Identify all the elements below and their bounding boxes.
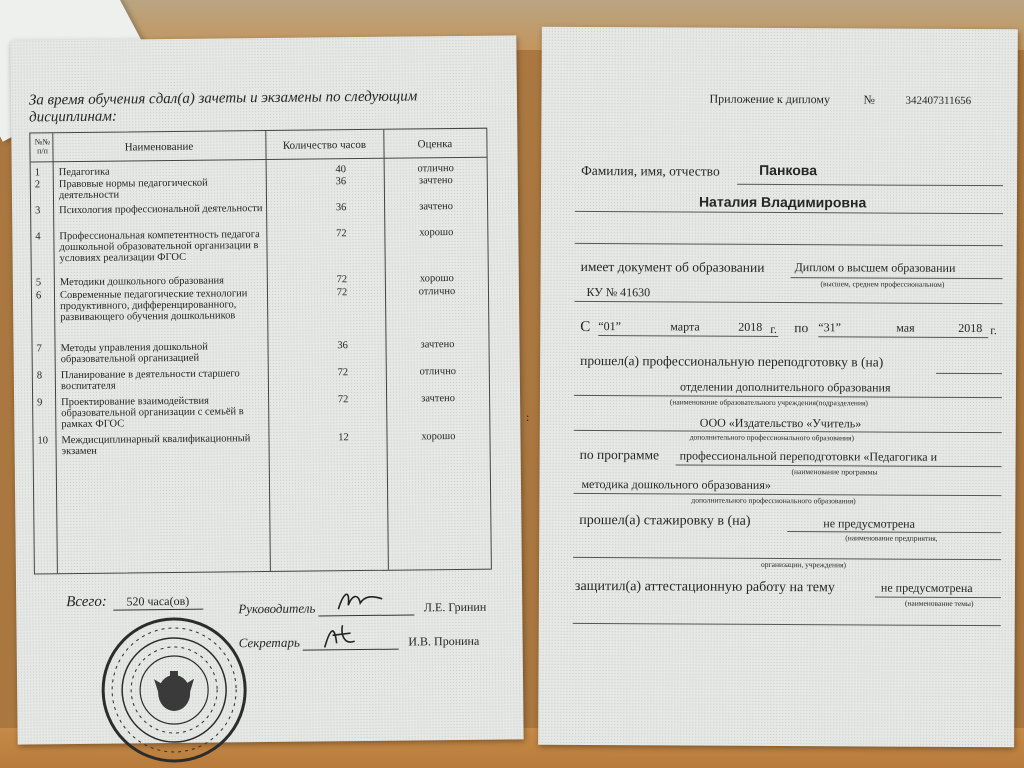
program-label: по программе [579,446,660,463]
from-year: 2018 [738,319,763,334]
row-num: 6 [35,290,42,302]
row-name: Правовые нормы педагогической деятельности [58,177,208,202]
to-year-suffix: г. [990,323,997,338]
row-grade: хорошо [419,227,454,239]
row-grade: хорошо [419,273,454,285]
department: отделении дополнительного образования [679,379,891,395]
row-num: 4 [35,231,41,243]
doc-number-underline [574,301,1002,304]
appendix-number: 342407311656 [905,94,972,108]
period-from-label: С [580,318,591,336]
director-name: Л.Е. Гринин [423,599,487,615]
department-caption: (наименование образовательного учреждения(подразделения) [669,397,868,408]
row-grade: зачтено [418,175,453,187]
row-num: 9 [37,397,43,409]
appendix-label: Приложение к диплому [709,91,831,107]
row-grade: хорошо [421,431,456,443]
organization: ООО «Издательство «Учитель» [699,415,862,431]
to-year: 2018 [958,320,983,336]
organization-caption: дополнительного профессионального образования) [689,432,855,443]
period-to-label: по [794,320,809,336]
row-grade: отлично [418,286,456,298]
thesis-label: защитил(а) аттестационную работу на тему [574,578,835,596]
row-hours: 36 [335,176,347,188]
total-hours [66,593,203,611]
page-divider-mark: : [526,410,530,424]
row-hours: 40 [335,164,347,176]
from-month: марта [670,319,700,334]
header-hours: Количество часов [282,138,367,152]
director-label: Руководитель [238,600,316,617]
row-num: 3 [35,205,41,217]
secretary-signature-row [239,629,519,651]
given-names: Наталия Владимировна [698,193,867,211]
director-signature-row [238,595,518,617]
doc-value: Диплом о высшем образовании [794,260,956,275]
row-grade: зачтено [420,339,455,351]
total-label: Всего: [66,593,107,611]
row-name: Междисциплинарный квалификационный экзамен [61,433,251,458]
internship-value: не предусмотрена [823,516,915,531]
number-sign: № [863,92,875,107]
retraining-underline [936,373,1002,374]
program-line-1: профессиональной переподготовки «Педагогика и [679,448,938,464]
table-row [33,431,489,458]
row-name: Планирование в деятельности старшего воспитателя [60,368,240,393]
row-grade: зачтено [421,393,456,405]
row-name: Проектирование взаимодействия образовательной организации с семьёй в рамках ФГОС [61,395,244,431]
row-num: 7 [36,343,42,355]
row-name: Современные педагогические технологии продуктивного, дифференцированного, развивающего обучения дошкольников [59,288,248,324]
internship-caption-2: организации, учреждения) [761,559,847,570]
disciplines-heading: За время обучения сдал(а) зачеты и экзамены по следующим дисциплинам: [28,88,418,126]
from-date-underline [598,335,778,337]
row-name: Психология профессиональной деятельности [59,203,263,217]
disciplines-table [29,128,492,575]
to-day: “31” [818,320,842,335]
secretary-label: Секретарь [238,634,300,651]
row-name: Методы управления дошкольной образовательной организацией [60,341,208,366]
row-grade: отлично [417,163,454,175]
table-row [33,393,489,431]
from-year-suffix: г. [770,321,777,336]
thesis-underline-2 [573,623,1001,626]
row-hours: 72 [336,287,348,299]
director-signature [319,596,415,616]
row-num: 8 [36,370,43,382]
secretary-signature [303,631,399,651]
row-num: 2 [34,179,41,191]
row-grade: зачтено [419,201,454,213]
total-value: 520 часа(ов) [113,594,203,611]
organization-stamp [98,614,250,766]
row-grade: отлично [419,366,457,378]
retraining-label: прошел(а) профессиональную переподготовку в (на) [580,352,884,370]
row-num: 10 [37,435,49,447]
table-row [31,163,487,179]
row-hours: 72 [337,394,349,406]
from-day: “01” [598,319,622,334]
thesis-value: не предусмотрена [880,580,973,596]
table-row [31,201,487,217]
left-page [10,35,523,744]
table-row [32,339,488,366]
doc-label: имеет документ об образовании [580,258,765,275]
doc-caption: (высшем, среднем профессиональном) [820,279,945,289]
row-hours: 72 [337,367,349,379]
row-hours: 72 [336,228,347,240]
table-row [31,227,487,265]
header-num: №№ п/п [34,137,51,156]
row-num: 1 [34,167,41,179]
row-hours: 12 [338,432,349,444]
row-hours: 36 [335,202,347,214]
to-month: мая [896,320,915,335]
table-row [32,273,488,289]
right-page [538,27,1018,747]
fio-underline [737,184,1003,186]
row-hours: 36 [337,340,348,352]
table-row [33,366,489,393]
to-date-underline [818,336,988,338]
row-hours: 72 [336,274,348,286]
header-name: Наименование [124,140,194,154]
blank-line [575,243,1003,246]
program-caption-2: дополнительного профессионального образования) [691,495,856,506]
doc-number: КУ № 41630 [586,284,651,300]
row-name: Профессиональная компетентность педагога дошкольной образовательной организации в условиях реализации ФГОС [59,229,260,265]
surname: Панкова [759,161,818,179]
row-name: Педагогика [58,166,110,179]
header-grade: Оценка [417,138,453,151]
row-name: Методики дошкольного образования [59,275,225,289]
internship-caption: (наименование предприятия, [845,533,938,543]
internship-label: прошел(а) стажировку в (на) [579,512,751,529]
program-caption: (наименование программы [791,467,878,477]
fio-underline-2 [575,211,1003,214]
secretary-name: И.В. Пронина [408,633,480,649]
table-header [30,129,486,163]
fio-label: Фамилия, имя, отчество [581,162,720,179]
program-line-2: методика дошкольного образования» [581,476,771,492]
row-num: 5 [35,277,42,289]
thesis-caption: (наименование темы) [904,598,974,609]
